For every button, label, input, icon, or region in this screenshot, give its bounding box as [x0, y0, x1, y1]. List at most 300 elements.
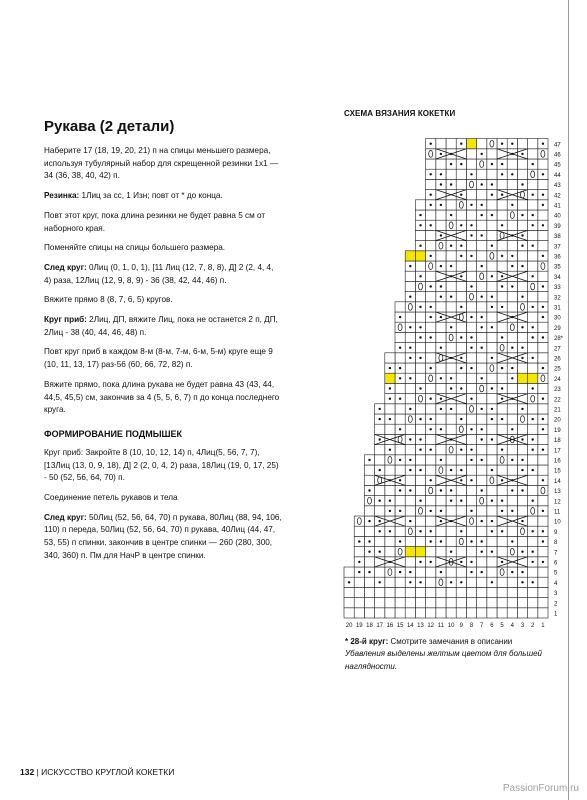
- purl-dot: [399, 510, 401, 512]
- chart-cell: [375, 587, 385, 597]
- purl-dot: [532, 387, 534, 389]
- chart-cell: [497, 424, 507, 434]
- purl-dot: [440, 398, 442, 400]
- chart-cell: [497, 547, 507, 557]
- row-number-label: 30: [554, 315, 561, 322]
- column-number-label: 17: [376, 623, 384, 629]
- chart-cell: [436, 220, 446, 230]
- chart-cell: [487, 557, 497, 567]
- chart-cell: [477, 394, 487, 404]
- chart-cell: [426, 598, 436, 608]
- chart-cell: [405, 251, 415, 261]
- purl-dot: [430, 336, 432, 338]
- chart-cell: [375, 536, 385, 546]
- purl-dot: [379, 438, 381, 440]
- row-number-label: 29: [554, 325, 561, 332]
- row-number-label: 42: [554, 193, 561, 200]
- purl-dot: [491, 581, 493, 583]
- chart-cell: [395, 587, 405, 597]
- chart-cell: [426, 516, 436, 526]
- purl-dot: [481, 204, 483, 206]
- chart-cell: [395, 577, 405, 587]
- chart-cell: [405, 547, 415, 557]
- row-number-label: 2: [554, 601, 558, 608]
- chart-cell: [385, 598, 395, 608]
- purl-dot: [399, 347, 401, 349]
- chart-cell: [405, 332, 415, 342]
- purl-dot: [379, 418, 381, 420]
- chart-cell: [426, 608, 436, 618]
- purl-dot: [358, 540, 360, 542]
- chart-cell: [446, 536, 456, 546]
- purl-dot: [399, 428, 401, 430]
- chart-cell: [466, 577, 476, 587]
- chart-cell: [477, 475, 487, 485]
- chart-cell: [446, 343, 456, 353]
- chart-cell: [456, 169, 466, 179]
- purl-dot: [419, 530, 421, 532]
- purl-dot: [542, 255, 544, 257]
- row-number-label: 20: [554, 417, 561, 424]
- purl-dot: [521, 326, 523, 328]
- purl-dot: [470, 285, 472, 287]
- chart-cell: [436, 608, 446, 618]
- purl-dot: [491, 418, 493, 420]
- column-number-label: 1: [541, 623, 545, 629]
- chart-cell: [507, 496, 517, 506]
- purl-dot: [491, 500, 493, 502]
- chart-cell: [497, 210, 507, 220]
- chart-cell: [538, 598, 548, 608]
- chart-cell: [415, 424, 425, 434]
- chart-cell: [405, 363, 415, 373]
- chart-cell: [528, 261, 538, 271]
- chart-cell: [528, 598, 538, 608]
- chart-cell: [436, 383, 446, 393]
- row-number-label: 14: [554, 478, 561, 485]
- chart-cell: [354, 526, 364, 536]
- chart-cell: [405, 506, 415, 516]
- chart-cell: [395, 526, 405, 536]
- purl-dot: [481, 153, 483, 155]
- purl-dot: [542, 428, 544, 430]
- chart-cell: [456, 506, 466, 516]
- chart-cell: [436, 526, 446, 536]
- purl-dot: [440, 377, 442, 379]
- chart-cell: [477, 557, 487, 567]
- chart-cell: [405, 557, 415, 567]
- column-number-label: 19: [355, 623, 363, 629]
- chart-cell: [528, 230, 538, 240]
- purl-dot: [440, 428, 442, 430]
- purl-dot: [470, 479, 472, 481]
- purl-dot: [481, 438, 483, 440]
- purl-dot: [440, 571, 442, 573]
- purl-dot: [481, 571, 483, 573]
- purl-dot: [430, 418, 432, 420]
- purl-dot: [419, 306, 421, 308]
- chart-cell: [415, 587, 425, 597]
- chart-cell: [426, 577, 436, 587]
- chart-cell: [517, 363, 527, 373]
- chart-title: СХЕМА ВЯЗАНИЯ КОКЕТКИ: [344, 109, 456, 118]
- chart-cell: [528, 200, 538, 210]
- purl-dot: [511, 143, 513, 145]
- chart-cell: [415, 567, 425, 577]
- purl-dot: [430, 449, 432, 451]
- purl-dot: [521, 581, 523, 583]
- purl-dot: [419, 275, 421, 277]
- purl-dot: [430, 367, 432, 369]
- purl-dot: [532, 245, 534, 247]
- purl-dot: [481, 459, 483, 461]
- purl-dot: [460, 224, 462, 226]
- purl-dot: [511, 510, 513, 512]
- purl-dot: [532, 275, 534, 277]
- chart-cell: [405, 271, 415, 281]
- chart-cell: [517, 281, 527, 291]
- purl-dot: [399, 398, 401, 400]
- chart-cell: [364, 557, 374, 567]
- purl-dot: [368, 551, 370, 553]
- chart-cell: [436, 445, 446, 455]
- column-number-label: 9: [459, 623, 463, 629]
- purl-dot: [460, 581, 462, 583]
- purl-dot: [501, 173, 503, 175]
- chart-cell: [466, 353, 476, 363]
- column-number-label: 6: [490, 623, 494, 629]
- chart-cell: [538, 567, 548, 577]
- chart-cell: [487, 506, 497, 516]
- chart-cell: [507, 445, 517, 455]
- purl-dot: [532, 326, 534, 328]
- chart-cell: [487, 281, 497, 291]
- chart-cell: [517, 332, 527, 342]
- purl-dot: [521, 357, 523, 359]
- purl-dot: [450, 163, 452, 165]
- chart-cell: [466, 587, 476, 597]
- chart-cell: [487, 149, 497, 159]
- chart-cell: [405, 394, 415, 404]
- chart-cell: [507, 577, 517, 587]
- chart-cell: [405, 608, 415, 618]
- purl-dot: [399, 479, 401, 481]
- purl-dot: [532, 418, 534, 420]
- chart-cell: [436, 598, 446, 608]
- purl-dot: [470, 561, 472, 563]
- purl-dot: [491, 357, 493, 359]
- chart-cell: [487, 445, 497, 455]
- chart-cell: [426, 383, 436, 393]
- purl-dot: [440, 285, 442, 287]
- purl-dot: [450, 489, 452, 491]
- chart-cell: [528, 424, 538, 434]
- chart-notes: [345, 636, 555, 673]
- chart-cell: [426, 547, 436, 557]
- chart-cell: [477, 363, 487, 373]
- purl-dot: [430, 173, 432, 175]
- chart-cell: [375, 445, 385, 455]
- purl-dot: [491, 275, 493, 277]
- chart-cell: [528, 475, 538, 485]
- chart-cell: [538, 587, 548, 597]
- purl-dot: [389, 449, 391, 451]
- purl-dot: [440, 540, 442, 542]
- purl-dot: [430, 561, 432, 563]
- purl-dot: [491, 194, 493, 196]
- purl-dot: [511, 377, 513, 379]
- chart-cell: [497, 577, 507, 587]
- chart-cell: [477, 506, 487, 516]
- column-number-label: 8: [469, 623, 474, 629]
- purl-dot: [430, 540, 432, 542]
- chart-cell: [477, 526, 487, 536]
- chart-cell: [456, 547, 466, 557]
- purl-dot: [501, 163, 503, 165]
- purl-dot: [450, 296, 452, 298]
- purl-dot: [419, 469, 421, 471]
- paragraph-knit-straight: Вяжите прямо 8 (8, 7, 6, 5) кругов.: [44, 295, 173, 305]
- purl-dot: [409, 408, 411, 410]
- chart-cell: [405, 475, 415, 485]
- purl-dot: [399, 571, 401, 573]
- chart-cell: [456, 455, 466, 465]
- chart-cell: [517, 251, 527, 261]
- purl-dot: [409, 265, 411, 267]
- chart-cell: [436, 210, 446, 220]
- chart-cell: [517, 536, 527, 546]
- chart-cell: [385, 404, 395, 414]
- chart-cell: [436, 363, 446, 373]
- chart-cell: [446, 302, 456, 312]
- row-number-label: 1: [554, 611, 558, 618]
- purl-dot: [481, 551, 483, 553]
- next-round-text: 0Лиц (0, 1, 0, 1), [11 Лиц (12, 7, 8, 8), Д] 2 (2, 4, 4, 4) раза, 12Лиц (12, 9, 8, 9) - 36 (38, 42, 44, 46) п.: [44, 262, 274, 285]
- purl-dot: [521, 408, 523, 410]
- purl-dot: [399, 459, 401, 461]
- purl-dot: [501, 306, 503, 308]
- purl-dot: [532, 336, 534, 338]
- chart-cell: [456, 292, 466, 302]
- chart-cell: [487, 598, 497, 608]
- chart-cell: [487, 424, 497, 434]
- chart-cell: [395, 445, 405, 455]
- chart-cell: [497, 404, 507, 414]
- purl-dot: [450, 581, 452, 583]
- chart-cell: [395, 608, 405, 618]
- purl-dot: [389, 367, 391, 369]
- chart-cell: [538, 230, 548, 240]
- purl-dot: [379, 551, 381, 553]
- chart-cell: [487, 261, 497, 271]
- chart-cell: [364, 475, 374, 485]
- purl-dot: [521, 265, 523, 267]
- row-number-label: 36: [554, 254, 561, 261]
- chart-cell: [415, 251, 425, 261]
- chart-cell: [395, 332, 405, 342]
- chart-cell: [415, 261, 425, 271]
- chart-cell: [415, 485, 425, 495]
- purl-dot: [542, 285, 544, 287]
- column-number-label: 20: [345, 623, 353, 629]
- purl-dot: [470, 336, 472, 338]
- purl-dot: [542, 194, 544, 196]
- row-number-label: 10: [554, 519, 561, 526]
- purl-dot: [430, 510, 432, 512]
- chart-cell: [354, 587, 364, 597]
- book-title: ИСКУССТВО КРУГЛОЙ КОКЕТКИ: [41, 767, 175, 777]
- purl-dot: [460, 245, 462, 247]
- chart-cell: [497, 292, 507, 302]
- purl-dot: [470, 428, 472, 430]
- chart-cell: [426, 404, 436, 414]
- row-number-label: 24: [554, 376, 561, 383]
- chart-cell: [456, 587, 466, 597]
- row-number-label: 7: [554, 550, 558, 557]
- purl-dot: [379, 408, 381, 410]
- chart-cell: [528, 312, 538, 322]
- chart-cell: [395, 383, 405, 393]
- row-number-label: 43: [554, 183, 561, 190]
- purl-dot: [460, 275, 462, 277]
- chart-cell: [538, 159, 548, 169]
- purl-dot: [542, 143, 544, 145]
- chart-cell: [395, 414, 405, 424]
- purl-dot: [521, 153, 523, 155]
- purl-dot: [399, 377, 401, 379]
- chart-cell: [426, 353, 436, 363]
- purl-dot: [460, 194, 462, 196]
- row-number-label: 5: [554, 570, 558, 577]
- purl-dot: [440, 153, 442, 155]
- chart-cell: [466, 383, 476, 393]
- row-number-label: 27: [554, 346, 561, 353]
- chart-cell: [415, 230, 425, 240]
- chart-cell: [415, 373, 425, 383]
- purl-dot: [409, 571, 411, 573]
- purl-dot: [419, 561, 421, 563]
- chart-cell: [497, 608, 507, 618]
- purl-dot: [409, 377, 411, 379]
- purl-dot: [368, 571, 370, 573]
- chart-cell: [385, 577, 395, 587]
- chart-cell: [426, 455, 436, 465]
- chart-cell: [466, 261, 476, 271]
- purl-dot: [460, 255, 462, 257]
- chart-cell: [517, 506, 527, 516]
- chart-cell: [426, 271, 436, 281]
- row-number-label: 41: [554, 203, 561, 210]
- row-number-label: 19: [554, 427, 561, 434]
- chart-cell: [446, 424, 456, 434]
- chart-cell: [436, 547, 446, 557]
- chart-cell: [426, 434, 436, 444]
- purl-dot: [532, 224, 534, 226]
- purl-dot: [430, 204, 432, 206]
- chart-cell: [487, 169, 497, 179]
- chart-cell: [456, 567, 466, 577]
- row-number-label: 47: [554, 142, 561, 149]
- chart-cell: [477, 251, 487, 261]
- purl-dot: [430, 224, 432, 226]
- chart-cell: [497, 200, 507, 210]
- purl-dot: [521, 245, 523, 247]
- purl-dot: [419, 387, 421, 389]
- purl-dot: [542, 530, 544, 532]
- purl-dot: [532, 561, 534, 563]
- chart-cell: [426, 210, 436, 220]
- purl-dot: [409, 296, 411, 298]
- purl-dot: [481, 347, 483, 349]
- chart-cell: [385, 587, 395, 597]
- purl-dot: [419, 224, 421, 226]
- purl-dot: [419, 449, 421, 451]
- purl-dot: [481, 408, 483, 410]
- chart-cell: [385, 547, 395, 557]
- purl-dot: [358, 561, 360, 563]
- purl-dot: [440, 520, 442, 522]
- chart-cell: [487, 230, 497, 240]
- chart-cell: [426, 292, 436, 302]
- purl-dot: [470, 398, 472, 400]
- purl-dot: [460, 561, 462, 563]
- page-number: 132: [20, 767, 35, 777]
- chart-cell: [426, 322, 436, 332]
- purl-dot: [440, 173, 442, 175]
- chart-cell: [517, 496, 527, 506]
- chart-cell: [477, 302, 487, 312]
- chart-cell: [446, 567, 456, 577]
- chart-cell: [426, 179, 436, 189]
- inc-round-text: 2Лиц, ДП, вяжите Лиц, пока не останется 2 п, ДП, 2Лиц - 38 (40, 44, 46, 48) п.: [44, 315, 278, 337]
- purl-dot: [481, 520, 483, 522]
- chart-cell: [528, 251, 538, 261]
- chart-cell: [477, 353, 487, 363]
- purl-dot: [491, 306, 493, 308]
- purl-dot: [511, 459, 513, 461]
- purl-dot: [521, 347, 523, 349]
- column-number-label: 13: [417, 623, 424, 629]
- chart-cell: [517, 598, 527, 608]
- chart-cell: [466, 302, 476, 312]
- chart-cell: [477, 465, 487, 475]
- chart-cell: [538, 496, 548, 506]
- purl-dot: [470, 540, 472, 542]
- purl-dot: [460, 336, 462, 338]
- chart-cell: [528, 455, 538, 465]
- chart-cell: [528, 567, 538, 577]
- purl-dot: [440, 183, 442, 185]
- chart-cell: [385, 608, 395, 618]
- chart-cell: [344, 587, 354, 597]
- purl-dot: [501, 224, 503, 226]
- purl-dot: [542, 510, 544, 512]
- chart-cell: [487, 343, 497, 353]
- purl-dot: [379, 520, 381, 522]
- chart-cell: [487, 485, 497, 495]
- chart-cell: [385, 373, 395, 383]
- chart-cell: [426, 587, 436, 597]
- column-number-label: 10: [447, 623, 455, 629]
- purl-dot: [450, 469, 452, 471]
- chart-cell: [405, 383, 415, 393]
- section-title: Рукава (2 детали): [44, 118, 175, 135]
- purl-dot: [542, 479, 544, 481]
- chart-cell: [477, 332, 487, 342]
- purl-dot: [501, 510, 503, 512]
- purl-dot: [501, 367, 503, 369]
- chart-cell: [517, 139, 527, 149]
